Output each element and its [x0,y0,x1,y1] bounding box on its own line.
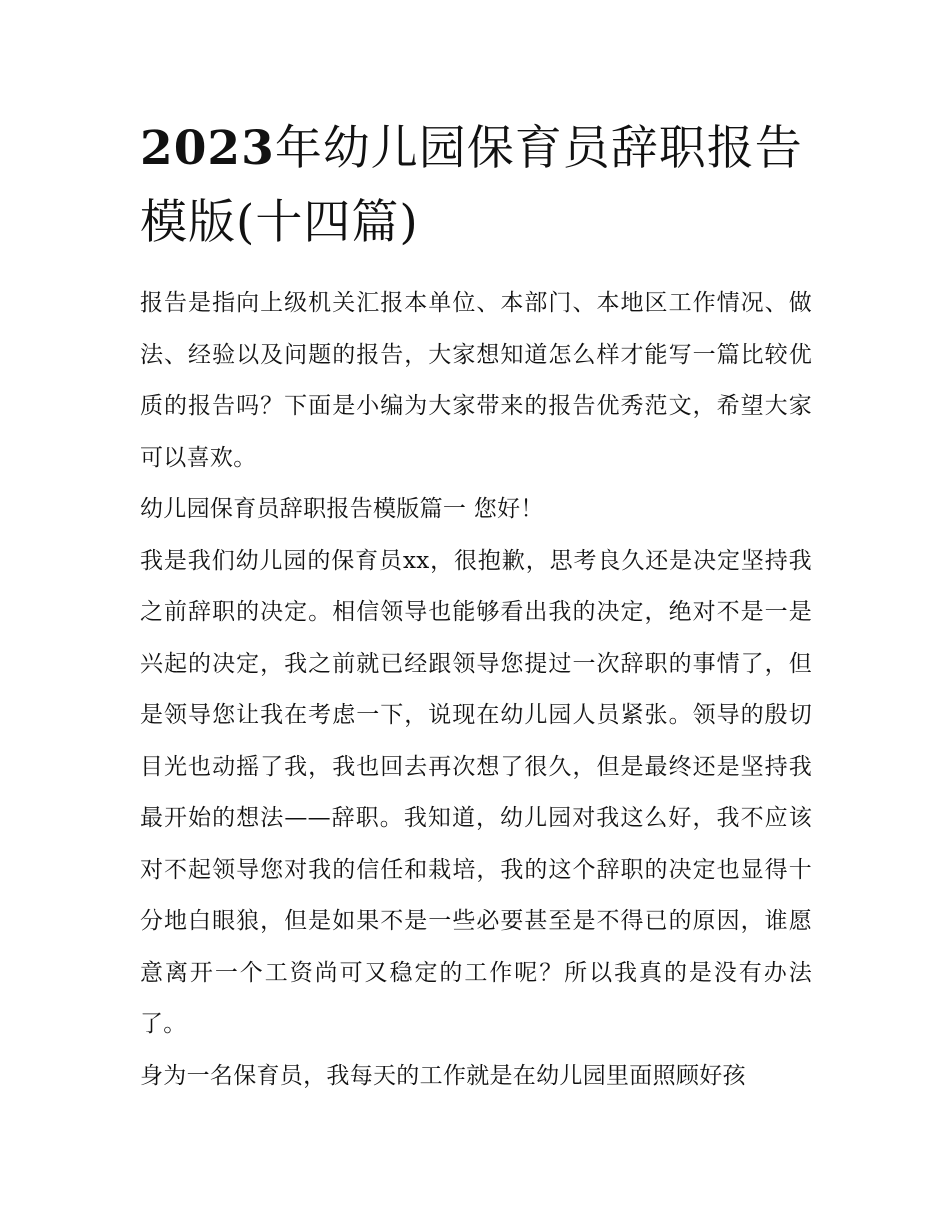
body-paragraph: 身为一名保育员，我每天的工作就是在幼儿园里面照顾好孩 [140,1062,746,1089]
document-title [140,112,820,260]
title-year: 2023 [140,121,275,176]
document-body [140,278,812,1102]
section-heading-paragraph: 幼儿园保育员辞职报告模版篇一 您好！ [140,496,544,522]
intro-paragraph: 报告是指向上级机关汇报本单位、本部门、本地区工作情况、做法、经验以及问题的报告，大家想知道怎么样才能写一篇比较优质的报告吗？下面是小编为大家带来的报告优秀范文，希望大家可以喜欢。 [140,290,812,471]
title-text: 年幼儿园保育员辞职报告模版(十四篇) [140,121,803,250]
body-paragraph: 我是我们幼儿园的保育员xx，很抱歉，思考良久还是决定坚持我之前辞职的决定。相信领导也能够看出我的决定，绝对不是一是兴起的决定，我之前就已经跟领导您提过一次辞职的事情了，但是领导您让我在考虑一下，说现在幼儿园人员紧张。领导的殷切目光也动摇了我，我也回去再次想了很久，但是最终还是坚持我最开始的想法——辞职。我知道，幼儿园对我这么好，我不应该对不起领导您对我的信任和栽培，我的这个辞职的决定也显得十分地白眼狼，但是如果不是一些必要甚至是不得已的原因，谁愿意离开一个工资尚可又稳定的工作呢？所以我真的是没有办法了。 [140,547,812,1037]
